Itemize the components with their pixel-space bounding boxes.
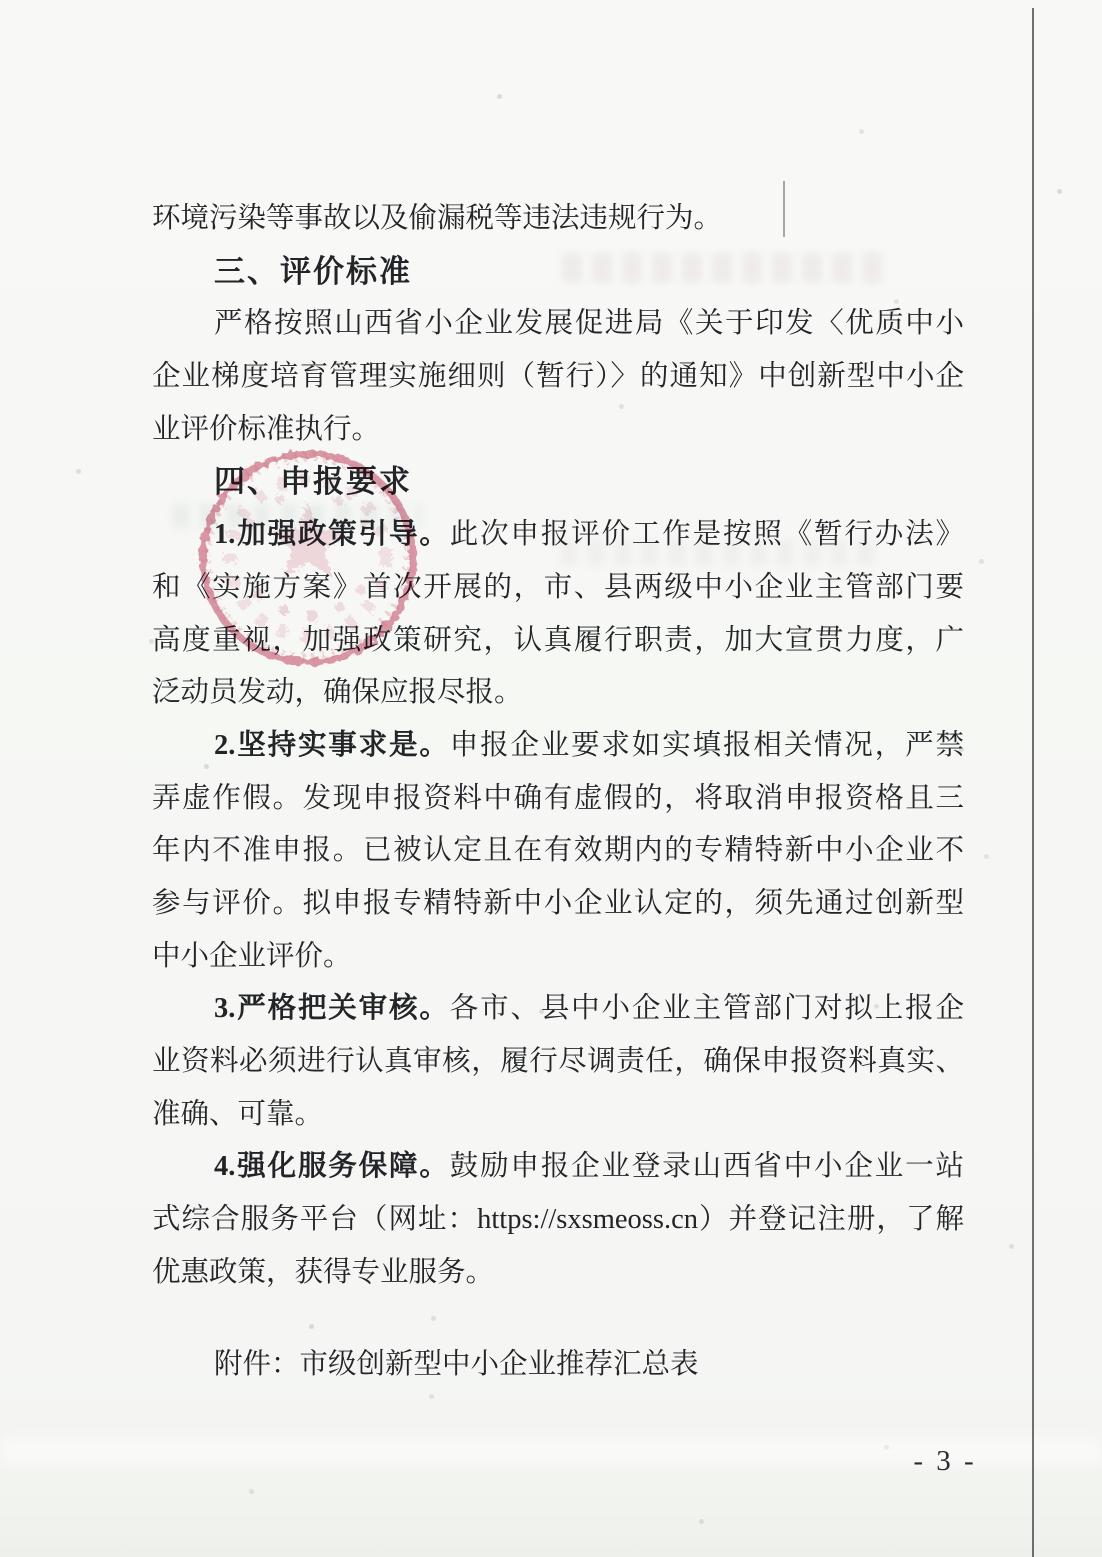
line-20	[152, 1194, 964, 1247]
text-run: 此次申报评价工作是按照《暂行办法》	[449, 519, 964, 551]
line-11	[152, 720, 964, 773]
line-12	[152, 773, 964, 826]
text-run: 各市、县中小企业主管部门对拟上报企	[449, 993, 964, 1025]
text-run: 准确、可靠。	[152, 1098, 324, 1130]
text-run: 企业梯度培育管理实施细则（暂行）〉的通知》中创新型中小企	[152, 361, 964, 393]
line-06-heading	[152, 456, 964, 509]
line-18	[152, 1089, 964, 1142]
bold-text-run: 四、申报要求	[214, 464, 412, 500]
line-08	[152, 562, 964, 615]
bold-text-run: 4.强化服务保障。	[214, 1151, 450, 1183]
text-run: 年内不准申报。已被认定且在有效期内的专精特新中小企业不	[152, 835, 964, 867]
document-lines	[152, 193, 964, 1392]
page-number: - 3 -	[913, 1445, 977, 1477]
text-run: 业资料必须进行认真审核，履行尽调责任，确保申报资料真实、	[152, 1046, 964, 1077]
line-05	[152, 404, 964, 457]
line-21	[152, 1247, 964, 1300]
text-run: 鼓励申报企业登录山西省中小企业一站	[449, 1151, 964, 1183]
text-run: 严格按照山西省小企业发展促进局《关于印发〈优质中小	[214, 308, 964, 340]
line-02-heading	[152, 246, 964, 299]
line-07	[152, 509, 964, 562]
scan-fold-line	[1032, 8, 1034, 1557]
bold-text-run: 3.严格把关审核。	[214, 993, 450, 1025]
text-run: 式综合服务平台（网址：https://sxsmeoss.cn）并登记注册，了解	[152, 1204, 964, 1236]
text-run: 中小企业评价。	[152, 940, 352, 972]
line-22-attachment	[152, 1339, 964, 1392]
text-run: 申报企业要求如实填报相关情况，严禁	[449, 729, 964, 761]
scan-artifact-line	[783, 181, 785, 237]
line-16	[152, 983, 964, 1036]
text-run: 附件：市级创新型中小企业推荐汇总表	[214, 1349, 699, 1381]
text-run: 高度重视，加强政策研究，认真履行职责，加大宣贯力度，广	[152, 624, 964, 656]
text-run: 和《实施方案》首次开展的，市、县两级中小企业主管部门要	[152, 571, 964, 603]
line-13	[152, 825, 964, 878]
text-run: 业评价标准执行。	[152, 413, 381, 445]
line-03	[152, 298, 964, 351]
text-run: 优惠政策，获得专业服务。	[152, 1256, 495, 1288]
line-09	[152, 615, 964, 668]
text-run: 参与评价。拟申报专精特新中小企业认定的，须先通过创新型	[152, 887, 964, 919]
text-run: 环境污染等事故以及偷漏税等违法违规行为。	[152, 203, 723, 234]
line-15	[152, 931, 964, 984]
line-04	[152, 351, 964, 404]
line-14	[152, 878, 964, 931]
line-01	[152, 193, 964, 246]
bold-text-run: 1.加强政策引导。	[214, 519, 450, 551]
line-19	[152, 1141, 964, 1194]
line-17	[152, 1036, 964, 1089]
line-10	[152, 667, 964, 720]
bold-text-run: 2.坚持实事求是。	[214, 729, 450, 761]
text-run: 泛动员发动，确保应报尽报。	[152, 677, 523, 709]
text-run: 弄虚作假。发现申报资料中确有虚假的，将取消申报资格且三	[152, 782, 964, 814]
bold-text-run: 三、评价标准	[214, 253, 412, 289]
